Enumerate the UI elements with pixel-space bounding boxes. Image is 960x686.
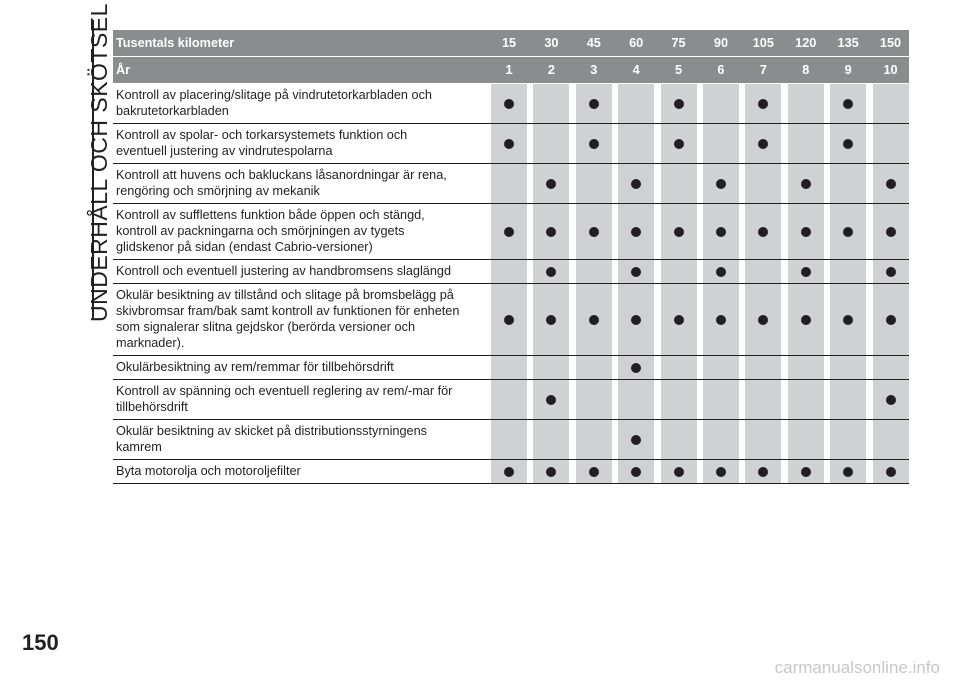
- year-header-row-value: 9: [830, 57, 866, 84]
- schedule-cell: [873, 356, 909, 380]
- schedule-cell: [788, 124, 824, 164]
- schedule-cell: [703, 124, 739, 164]
- schedule-cell: [491, 164, 527, 204]
- schedule-cell: [745, 164, 781, 204]
- check-dot-icon: [801, 315, 811, 325]
- check-dot-icon: [504, 139, 514, 149]
- section-side-title-text: UNDERHÅLL OCH SKÖTSEL: [86, 3, 112, 322]
- check-dot-icon: [886, 227, 896, 237]
- schedule-row: [113, 260, 909, 284]
- check-dot-icon: [801, 179, 811, 189]
- check-dot-icon: [631, 363, 641, 373]
- schedule-cell: [703, 260, 739, 284]
- schedule-cell: [661, 460, 697, 484]
- schedule-row-description: Kontroll av placering/slitage på vindrutetorkarbladen och bakrutetorkarbladen: [113, 84, 491, 124]
- km-header-row-label: Tusentals kilometer: [113, 30, 491, 57]
- check-dot-icon: [674, 467, 684, 477]
- schedule-cell: [830, 380, 866, 420]
- schedule-cell: [661, 356, 697, 380]
- check-dot-icon: [801, 267, 811, 277]
- schedule-cell: [533, 284, 569, 356]
- schedule-cell: [576, 356, 612, 380]
- year-header-row-value: 6: [703, 57, 739, 84]
- km-header-row: [113, 30, 909, 57]
- schedule-cell: [661, 124, 697, 164]
- schedule-cell: [661, 164, 697, 204]
- year-header-row: [113, 57, 909, 84]
- schedule-cell: [745, 380, 781, 420]
- schedule-cell: [830, 420, 866, 460]
- check-dot-icon: [843, 315, 853, 325]
- schedule-cell: [745, 356, 781, 380]
- schedule-cell: [618, 284, 654, 356]
- check-dot-icon: [504, 467, 514, 477]
- check-dot-icon: [801, 227, 811, 237]
- schedule-cell: [703, 284, 739, 356]
- schedule-cell: [873, 164, 909, 204]
- check-dot-icon: [716, 267, 726, 277]
- check-dot-icon: [843, 467, 853, 477]
- check-dot-icon: [801, 467, 811, 477]
- km-header-row-value: 135: [830, 30, 866, 57]
- check-dot-icon: [886, 315, 896, 325]
- schedule-cell: [745, 84, 781, 124]
- schedule-cell: [533, 460, 569, 484]
- schedule-cell: [703, 356, 739, 380]
- maintenance-schedule-table: [113, 30, 909, 484]
- km-header-row-value: 90: [703, 30, 739, 57]
- check-dot-icon: [504, 227, 514, 237]
- schedule-cell: [788, 420, 824, 460]
- schedule-cell: [491, 460, 527, 484]
- schedule-row-description: Okulär besiktning av tillstånd och slitage på bromsbelägg på skivbromsar fram/bak samt kontroll av funktionen för enheten som signalerar slitna gejdskor (berörda versioner och marknader).: [113, 284, 491, 356]
- schedule-cell: [788, 260, 824, 284]
- km-header-row-value: 30: [533, 30, 569, 57]
- schedule-cell: [745, 260, 781, 284]
- check-dot-icon: [631, 267, 641, 277]
- year-header-row-value: 7: [745, 57, 781, 84]
- schedule-cell: [830, 356, 866, 380]
- schedule-row: [113, 204, 909, 260]
- schedule-cell: [618, 356, 654, 380]
- check-dot-icon: [758, 467, 768, 477]
- schedule-row-description: Kontroll av spolar- och torkarsystemets funktion och eventuell justering av vindrutespolarna: [113, 124, 491, 164]
- schedule-cell: [830, 164, 866, 204]
- schedule-cell: [788, 460, 824, 484]
- schedule-cell: [873, 380, 909, 420]
- schedule-row: [113, 356, 909, 380]
- watermark: carmanualsonline.info: [774, 658, 940, 677]
- schedule-cell: [830, 284, 866, 356]
- schedule-cell: [745, 204, 781, 260]
- km-header-row-value: 15: [491, 30, 527, 57]
- schedule-cell: [830, 260, 866, 284]
- check-dot-icon: [546, 467, 556, 477]
- schedule-cell: [661, 84, 697, 124]
- schedule-row: [113, 380, 909, 420]
- schedule-cell: [788, 380, 824, 420]
- check-dot-icon: [504, 99, 514, 109]
- schedule-cell: [491, 124, 527, 164]
- schedule-cell: [491, 380, 527, 420]
- schedule-cell: [788, 284, 824, 356]
- schedule-cell: [576, 164, 612, 204]
- schedule-cell: [830, 84, 866, 124]
- schedule-cell: [661, 204, 697, 260]
- schedule-row-description: Okulärbesiktning av rem/remmar för tillbehörsdrift: [113, 356, 491, 380]
- year-header-row-value: 5: [661, 57, 697, 84]
- schedule-cell: [873, 260, 909, 284]
- check-dot-icon: [886, 179, 896, 189]
- schedule-cell: [618, 460, 654, 484]
- schedule-cell: [618, 380, 654, 420]
- schedule-cell: [576, 84, 612, 124]
- schedule-cell: [745, 124, 781, 164]
- check-dot-icon: [843, 99, 853, 109]
- check-dot-icon: [843, 139, 853, 149]
- schedule-row: [113, 284, 909, 356]
- check-dot-icon: [716, 227, 726, 237]
- check-dot-icon: [631, 227, 641, 237]
- check-dot-icon: [758, 99, 768, 109]
- schedule-cell: [703, 204, 739, 260]
- year-header-row-value: 10: [873, 57, 909, 84]
- schedule-cell: [533, 420, 569, 460]
- schedule-cell: [661, 284, 697, 356]
- schedule-cell: [873, 84, 909, 124]
- schedule-row: [113, 164, 909, 204]
- km-header-row-value: 120: [788, 30, 824, 57]
- check-dot-icon: [546, 395, 556, 405]
- schedule-cell: [576, 124, 612, 164]
- schedule-cell: [533, 84, 569, 124]
- schedule-cell: [745, 284, 781, 356]
- check-dot-icon: [716, 315, 726, 325]
- check-dot-icon: [631, 467, 641, 477]
- schedule-cell: [703, 164, 739, 204]
- schedule-cell: [491, 260, 527, 284]
- year-header-row-value: 1: [491, 57, 527, 84]
- schedule-cell: [533, 356, 569, 380]
- check-dot-icon: [886, 267, 896, 277]
- schedule-cell: [576, 260, 612, 284]
- schedule-cell: [618, 204, 654, 260]
- schedule-cell: [491, 84, 527, 124]
- check-dot-icon: [674, 315, 684, 325]
- check-dot-icon: [886, 395, 896, 405]
- check-dot-icon: [589, 467, 599, 477]
- check-dot-icon: [546, 179, 556, 189]
- schedule-cell: [618, 124, 654, 164]
- schedule-cell: [788, 84, 824, 124]
- schedule-cell: [618, 260, 654, 284]
- check-dot-icon: [843, 227, 853, 237]
- year-header-row-value: 8: [788, 57, 824, 84]
- schedule-row-description: Kontroll av sufflettens funktion både öppen och stängd, kontroll av packningarna och smörjningen av tygets glidskenor på sidan (endast Cabrio-versioner): [113, 204, 491, 260]
- schedule-cell: [830, 204, 866, 260]
- km-header-row-value: 105: [745, 30, 781, 57]
- check-dot-icon: [589, 227, 599, 237]
- schedule-cell: [533, 260, 569, 284]
- schedule-cell: [873, 124, 909, 164]
- section-side-title: [86, 3, 116, 322]
- schedule-row-description: Byta motorolja och motoroljefilter: [113, 460, 491, 484]
- schedule-cell: [491, 204, 527, 260]
- schedule-cell: [703, 460, 739, 484]
- year-header-row-value: 4: [618, 57, 654, 84]
- km-header-row-value: 150: [873, 30, 909, 57]
- check-dot-icon: [716, 467, 726, 477]
- schedule-cell: [830, 124, 866, 164]
- year-header-row-label: År: [113, 57, 491, 84]
- schedule-cell: [703, 420, 739, 460]
- schedule-cell: [533, 164, 569, 204]
- check-dot-icon: [631, 315, 641, 325]
- schedule-row-description: Okulär besiktning av skicket på distributionsstyrningens kamrem: [113, 420, 491, 460]
- schedule-row: [113, 420, 909, 460]
- page-number: 150: [22, 630, 59, 655]
- schedule-cell: [491, 284, 527, 356]
- schedule-cell: [873, 420, 909, 460]
- check-dot-icon: [674, 227, 684, 237]
- schedule-cell: [533, 124, 569, 164]
- schedule-cell: [576, 420, 612, 460]
- schedule-cell: [873, 204, 909, 260]
- check-dot-icon: [589, 139, 599, 149]
- schedule-cell: [873, 284, 909, 356]
- schedule-cell: [830, 460, 866, 484]
- check-dot-icon: [589, 99, 599, 109]
- km-header-row-value: 60: [618, 30, 654, 57]
- schedule-cell: [576, 380, 612, 420]
- schedule-cell: [703, 380, 739, 420]
- year-header-row-value: 2: [533, 57, 569, 84]
- check-dot-icon: [674, 139, 684, 149]
- check-dot-icon: [589, 315, 599, 325]
- schedule-cell: [576, 204, 612, 260]
- check-dot-icon: [758, 315, 768, 325]
- check-dot-icon: [758, 139, 768, 149]
- schedule-cell: [788, 164, 824, 204]
- schedule-cell: [788, 204, 824, 260]
- schedule-cell: [618, 84, 654, 124]
- schedule-cell: [661, 420, 697, 460]
- schedule-row-description: Kontroll att huvens och bakluckans låsanordningar är rena, rengöring och smörjning av mekanik: [113, 164, 491, 204]
- schedule-cell: [491, 420, 527, 460]
- schedule-cell: [873, 460, 909, 484]
- schedule-cell: [788, 356, 824, 380]
- schedule-cell: [576, 460, 612, 484]
- schedule-cell: [533, 204, 569, 260]
- schedule-cell: [618, 420, 654, 460]
- schedule-cell: [576, 284, 612, 356]
- schedule-cell: [618, 164, 654, 204]
- check-dot-icon: [716, 179, 726, 189]
- check-dot-icon: [546, 315, 556, 325]
- check-dot-icon: [546, 227, 556, 237]
- schedule-row: [113, 460, 909, 484]
- check-dot-icon: [504, 315, 514, 325]
- schedule-cell: [745, 460, 781, 484]
- schedule-row: [113, 124, 909, 164]
- schedule-cell: [491, 356, 527, 380]
- check-dot-icon: [674, 99, 684, 109]
- check-dot-icon: [886, 467, 896, 477]
- schedule-cell: [745, 420, 781, 460]
- schedule-row-description: Kontroll och eventuell justering av handbromsens slaglängd: [113, 260, 491, 284]
- schedule-cell: [661, 260, 697, 284]
- check-dot-icon: [631, 435, 641, 445]
- schedule-row: [113, 84, 909, 124]
- schedule-row-description: Kontroll av spänning och eventuell reglering av rem/-mar för tillbehörsdrift: [113, 380, 491, 420]
- check-dot-icon: [546, 267, 556, 277]
- schedule-cell: [703, 84, 739, 124]
- schedule-cell: [533, 380, 569, 420]
- km-header-row-value: 45: [576, 30, 612, 57]
- year-header-row-value: 3: [576, 57, 612, 84]
- check-dot-icon: [758, 227, 768, 237]
- check-dot-icon: [631, 179, 641, 189]
- schedule-cell: [661, 380, 697, 420]
- km-header-row-value: 75: [661, 30, 697, 57]
